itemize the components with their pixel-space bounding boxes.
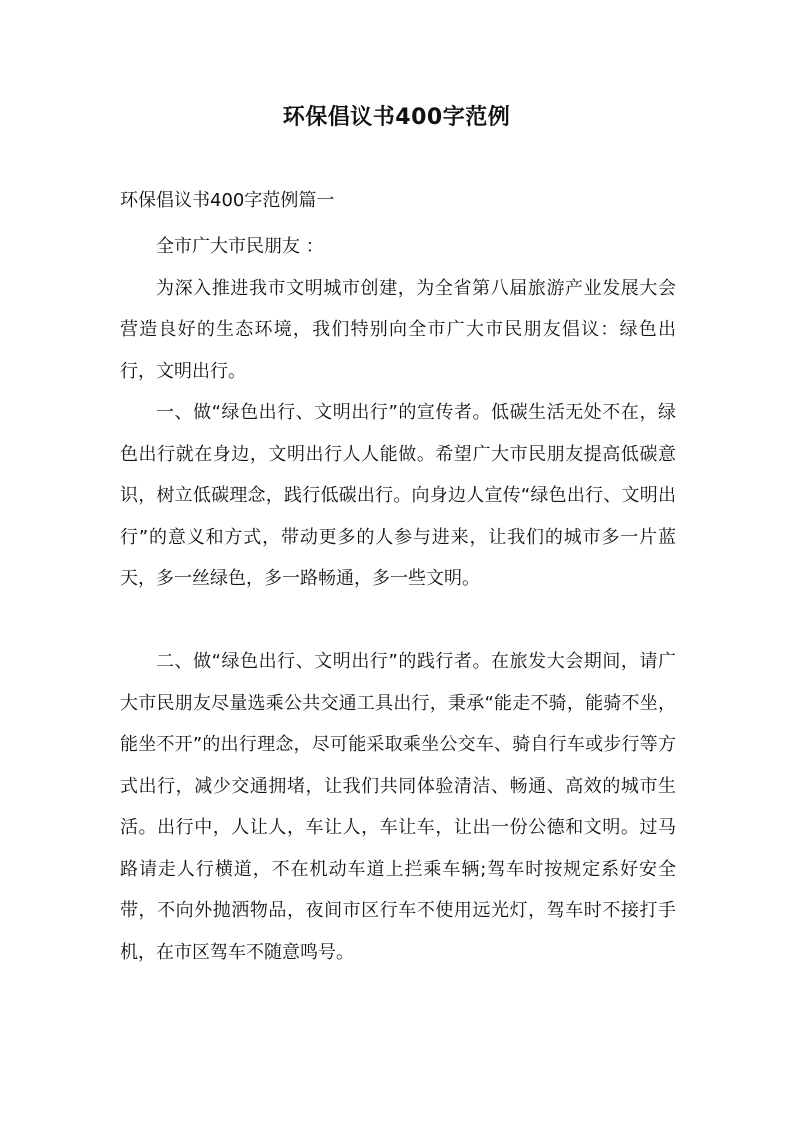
salutation-paragraph: 全市广大市民朋友 ：: [156, 236, 324, 257]
document-title: 环保倡议书400字范例: [282, 105, 511, 130]
section-heading: 环保倡议书400字范例篇一: [120, 190, 335, 211]
intro-paragraph: 为深入推进我市文明城市创建，为全省第八届旅游产业发展大会营造良好的生态环境，我们特别向全市广大市民朋友倡议：绿色出行，文明出行。: [120, 277, 676, 382]
point-two-paragraph: 二、做“绿色出行、文明出行”的践行者。在旅发大会期间，请广大市民朋友尽量选乘公共交通工具出行，秉承“能走不骑，能骑不坐，能坐不开”的出行理念，尽可能采取乘坐公交车、骑自行车或步行等方式出行，减少交通拥堵，让我们共同体验清洁、畅通、高效的城市生活。出行中，人让人，车让人，车让车，让出一份公德和文明。过马路请走人行横道，不在机动车道上拦乘车辆;驾车时按规定系好安全带，不向外抛洒物品，夜间市区行车不使用远光灯，驾车时不接打手机，在市区驾车不随意鸣号。: [120, 651, 676, 963]
document-body: [120, 226, 676, 973]
point-one-paragraph: 一、做“绿色出行、文明出行”的宣传者。低碳生活无处不在，绿色出行就在身边，文明出行人人能做。希望广大市民朋友提高低碳意识，树立低碳理念，践行低碳出行。向身边人宣传“绿色出行、文明出行”的意义和方式，带动更多的人参与进来，让我们的城市多一片蓝天，多一丝绿色，多一路畅通，多一些文明。: [120, 402, 676, 589]
